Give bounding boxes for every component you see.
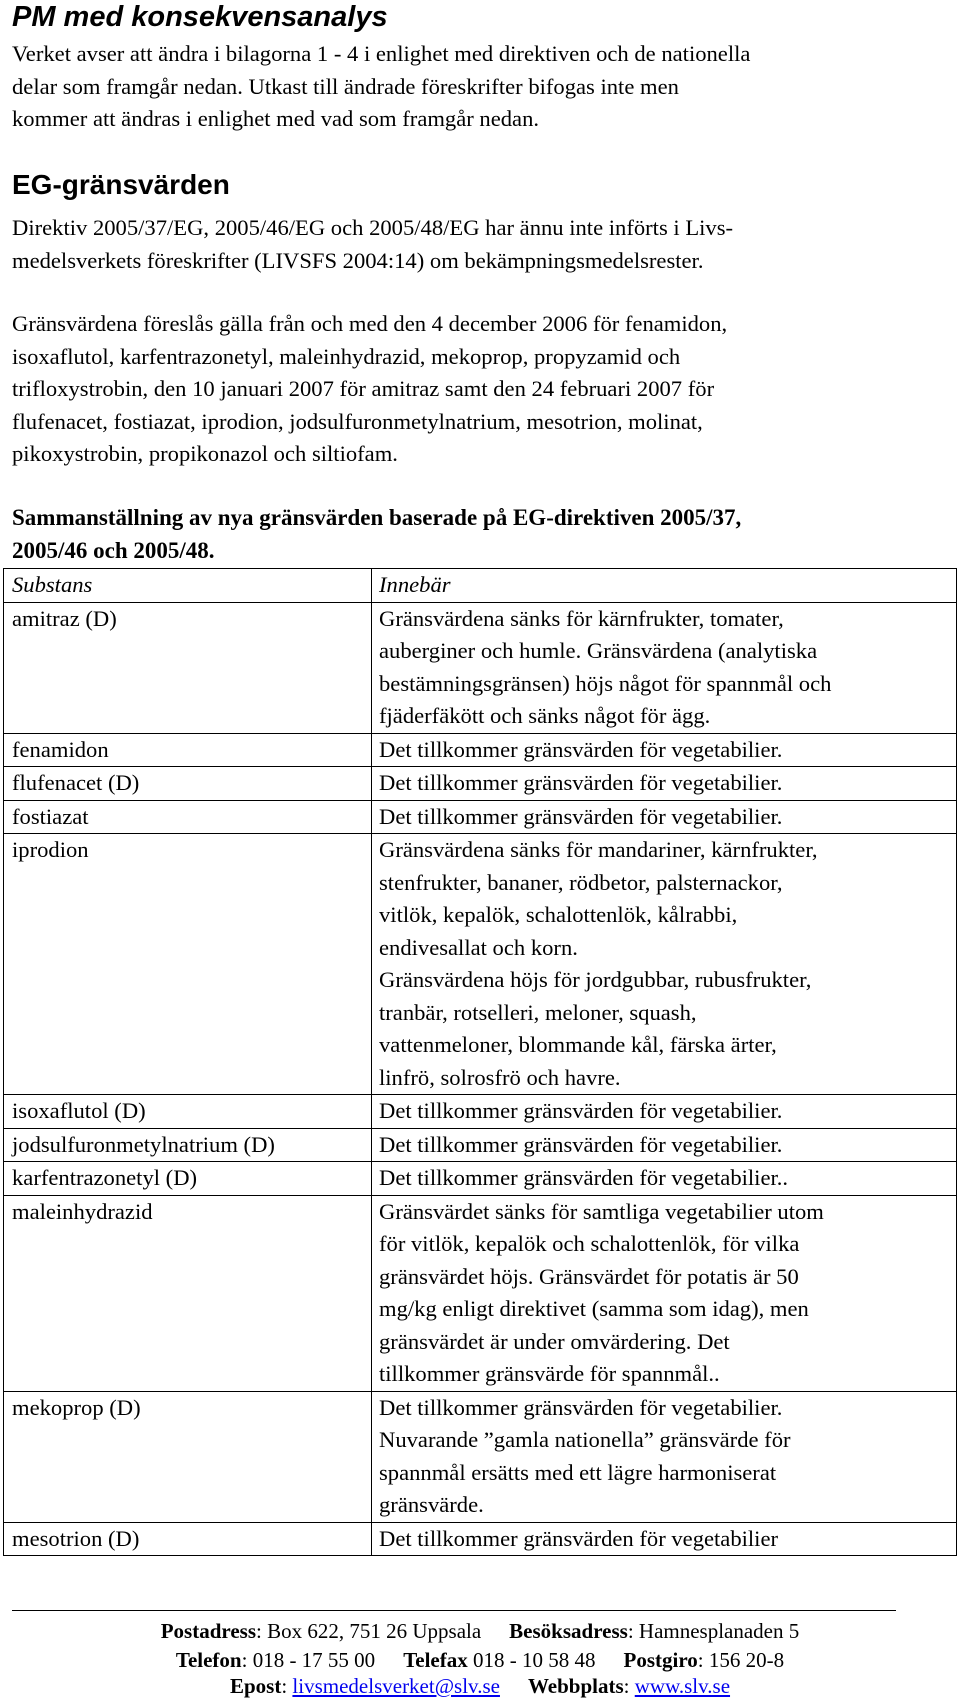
dates-paragraph xyxy=(12,308,952,471)
meaning-cell xyxy=(372,767,957,801)
substance-cell: mekoprop (D) xyxy=(4,1391,372,1522)
summary-heading xyxy=(12,502,741,567)
meaning-cell xyxy=(372,834,957,1095)
substance-cell: karfentrazonetyl (D) xyxy=(4,1162,372,1196)
substance-cell: flufenacet (D) xyxy=(4,767,372,801)
email-link[interactable]: livsmedelsverket@slv.se xyxy=(292,1674,500,1698)
meaning-cell xyxy=(372,1195,957,1391)
telefon-value: : 018 - 17 55 00 xyxy=(241,1648,376,1672)
substance-cell: mesotrion (D) xyxy=(4,1522,372,1556)
text-line: Sammanställning av nya gränsvärden baserade på EG-direktiven 2005/37, xyxy=(12,505,742,530)
table-row xyxy=(4,1128,957,1162)
text-line: Direktiv 2005/37/EG, 2005/46/EG och 2005/48/EG har ännu inte införts i Livs- xyxy=(12,215,734,240)
telefax-label: Telefax xyxy=(403,1648,468,1672)
directive-paragraph xyxy=(12,212,952,277)
table-row xyxy=(4,800,957,834)
telefon-label: Telefon xyxy=(175,1648,242,1672)
text-line: gränsvärde. xyxy=(379,1492,484,1517)
text-line: Det tillkommer gränsvärden för vegetabilier. xyxy=(379,1394,783,1420)
meaning-cell xyxy=(372,800,957,834)
text-line: flufenacet, fostiazat, iprodion, jodsulfuronmetylnatrium, mesotrion, molinat, xyxy=(12,408,703,434)
text-line: bestämningsgränsen) höjs något för spannmål och xyxy=(379,670,832,696)
text-line: tranbär, rotselleri, meloner, squash, xyxy=(379,999,697,1025)
epost-separator: : xyxy=(281,1674,293,1698)
text-line: Gränsvärdena sänks för kärnfrukter, tomater, xyxy=(379,605,784,631)
postadress-value: : Box 622, 751 26 Uppsala xyxy=(256,1619,482,1643)
table-row xyxy=(4,1195,957,1391)
text-line: Verket avser att ändra i bilagorna 1 - 4 i enlighet med direktiven och de nationella xyxy=(12,41,751,66)
text-line: fjäderfäkött och sänks något för ägg. xyxy=(379,703,711,728)
text-line: medelsverkets föreskrifter (LIVSFS 2004:14) om bekämpningsmedelsrester. xyxy=(12,247,704,273)
text-line: Det tillkommer gränsvärden för vegetabilier xyxy=(379,1525,779,1551)
text-line: tillkommer gränsvärde för spannmål.. xyxy=(379,1361,720,1386)
table-row xyxy=(4,1391,957,1522)
text-line: isoxaflutol, karfentrazonetyl, maleinhydrazid, mekoprop, propyzamid och xyxy=(12,343,681,369)
webbplats-separator: : xyxy=(623,1674,635,1698)
column-header-substance: Substans xyxy=(4,569,372,603)
postgiro-label: Postgiro xyxy=(623,1648,698,1672)
text-line: spannmål ersätts med ett lägre harmoniserat xyxy=(379,1459,777,1485)
meaning-cell xyxy=(372,1162,957,1196)
footer-address-line xyxy=(0,1616,960,1646)
text-line: för vitlök, kepalök och schalottenlök, för vilka xyxy=(379,1231,800,1256)
postadress-label: Postadress xyxy=(160,1619,257,1643)
table-row xyxy=(4,602,957,733)
text-line: delar som framgår nedan. Utkast till ändrade föreskrifter bifogas inte men xyxy=(12,73,679,99)
meaning-cell xyxy=(372,1522,957,1556)
text-line: Nuvarande ”gamla nationella” gränsvärde för xyxy=(379,1427,791,1452)
website-link[interactable]: www.slv.se xyxy=(634,1674,731,1698)
text-line: vattenmeloner, blommande kål, färska ärter, xyxy=(379,1032,777,1057)
meaning-cell xyxy=(372,1095,957,1129)
text-line: endivesallat och korn. xyxy=(379,934,578,960)
text-line: mg/kg enligt direktivet (samma som idag), men xyxy=(379,1296,809,1321)
webbplats-label: Webbplats xyxy=(527,1674,624,1698)
table-row xyxy=(4,1162,957,1196)
substance-cell: iprodion xyxy=(4,834,372,1095)
telefax-value: 018 - 10 58 48 xyxy=(467,1648,596,1672)
table-row xyxy=(4,767,957,801)
text-line: auberginer och humle. Gränsvärdena (analytiska xyxy=(379,638,818,663)
section-heading: EG-gränsvärden xyxy=(12,169,230,200)
epost-label: Epost xyxy=(229,1674,282,1698)
text-line: Det tillkommer gränsvärden för vegetabilier. xyxy=(379,770,783,795)
text-line: stenfrukter, bananer, rödbetor, palsternackor, xyxy=(379,869,783,895)
text-line: Det tillkommer gränsvärden för vegetabilier.. xyxy=(379,1165,789,1190)
meaning-cell xyxy=(372,1391,957,1522)
text-line: Gränsvärdet sänks för samtliga vegetabilier utom xyxy=(379,1198,824,1224)
text-line: 2005/46 och 2005/48. xyxy=(12,537,215,563)
besoksadress-label: Besöksadress xyxy=(509,1619,628,1643)
intro-paragraph xyxy=(12,38,952,136)
text-line: Det tillkommer gränsvärden för vegetabilier. xyxy=(379,1098,783,1123)
text-line: Gränsvärdena föreslås gälla från och med den 4 december 2006 för fenamidon, xyxy=(12,311,728,336)
substance-cell: maleinhydrazid xyxy=(4,1195,372,1391)
substance-cell: isoxaflutol (D) xyxy=(4,1095,372,1129)
table-row xyxy=(4,1095,957,1129)
substance-cell: amitraz (D) xyxy=(4,602,372,733)
table-header-row xyxy=(4,569,957,603)
meaning-cell xyxy=(372,733,957,767)
besoksadress-value: : Hamnesplanaden 5 xyxy=(627,1619,800,1643)
table-row xyxy=(4,733,957,767)
footer-rule xyxy=(12,1610,896,1611)
table-row xyxy=(4,1522,957,1556)
text-line: kommer att ändras i enlighet med vad som framgår nedan. xyxy=(12,106,540,131)
substance-cell: jodsulfuronmetylnatrium (D) xyxy=(4,1128,372,1162)
meaning-cell xyxy=(372,1128,957,1162)
text-line: linfrö, solrosfrö och havre. xyxy=(379,1064,621,1090)
text-line: Gränsvärdena sänks för mandariner, kärnfrukter, xyxy=(379,837,818,862)
document-title: PM med konsekvensanalys xyxy=(12,1,388,33)
text-line: Det tillkommer gränsvärden för vegetabilier. xyxy=(379,736,783,762)
substance-table xyxy=(3,568,957,1556)
column-header-meaning: Innebär xyxy=(372,569,957,603)
meaning-cell xyxy=(372,602,957,733)
table-row xyxy=(4,834,957,1095)
text-line: Gränsvärdena höjs för jordgubbar, rubusfrukter, xyxy=(379,967,812,992)
text-line: vitlök, kepalök, schalottenlök, kålrabbi, xyxy=(379,902,738,927)
text-line: gränsvärdet höjs. Gränsvärdet för potatis är 50 xyxy=(379,1263,799,1289)
substance-cell: fenamidon xyxy=(4,733,372,767)
substance-cell: fostiazat xyxy=(4,800,372,834)
text-line: trifloxystrobin, den 10 januari 2007 för amitraz samt den 24 februari 2007 för xyxy=(12,376,715,401)
text-line: gränsvärdet är under omvärdering. Det xyxy=(379,1328,730,1354)
postgiro-value: : 156 20-8 xyxy=(697,1648,785,1672)
text-line: pikoxystrobin, propikonazol och siltiofam. xyxy=(12,441,398,466)
footer-contact-line xyxy=(0,1671,960,1701)
text-line: Det tillkommer gränsvärden för vegetabilier. xyxy=(379,1131,783,1157)
text-line: Det tillkommer gränsvärden för vegetabilier. xyxy=(379,803,783,829)
